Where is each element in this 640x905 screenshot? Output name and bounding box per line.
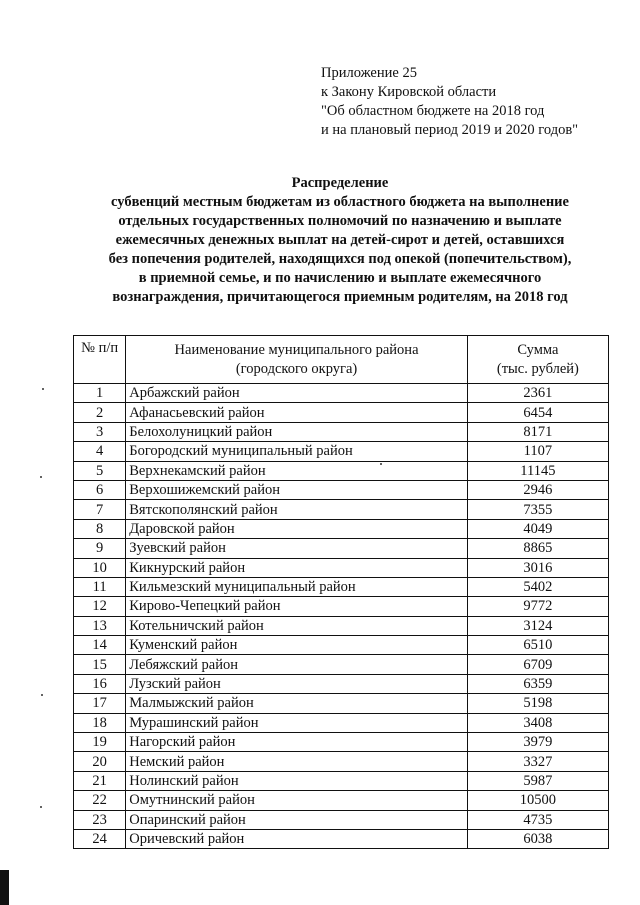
subvention-amount: 3327 bbox=[467, 752, 608, 771]
district-name: Мурашинский район bbox=[126, 713, 468, 732]
table-row bbox=[74, 403, 609, 422]
district-name: Лебяжский район bbox=[126, 655, 468, 674]
scan-margin-mark bbox=[0, 870, 9, 905]
document-heading bbox=[60, 174, 620, 307]
scan-speck bbox=[41, 694, 43, 696]
table-row bbox=[74, 500, 609, 519]
table-row bbox=[74, 480, 609, 499]
subvention-amount: 6454 bbox=[467, 403, 608, 422]
district-name: Кикнурский район bbox=[126, 558, 468, 577]
table-row bbox=[74, 655, 609, 674]
subvention-amount: 8865 bbox=[467, 539, 608, 558]
subvention-amount: 8171 bbox=[467, 422, 608, 441]
district-name: Омутнинский район bbox=[126, 791, 468, 810]
subvention-amount: 11145 bbox=[467, 461, 608, 480]
row-number: 16 bbox=[74, 674, 126, 693]
column-header-num: № п/п bbox=[74, 336, 126, 384]
heading-line: в приемной семье, и по начислению и выплате ежемесячного bbox=[138, 270, 542, 286]
heading-line: вознаграждения, причитающегося приемным родителям, на 2018 год bbox=[112, 289, 568, 305]
row-number: 5 bbox=[74, 461, 126, 480]
appendix-line: и на плановый период 2019 и 2020 годов" bbox=[321, 122, 579, 138]
column-header-name: Наименование муниципального района (городского округа) bbox=[126, 336, 468, 384]
subvention-amount: 3979 bbox=[467, 733, 608, 752]
subvention-amount: 6359 bbox=[467, 674, 608, 693]
table-row bbox=[74, 616, 609, 635]
district-name: Белохолуницкий район bbox=[126, 422, 468, 441]
row-number: 18 bbox=[74, 713, 126, 732]
district-name: Вятскополянский район bbox=[126, 500, 468, 519]
subvention-amount: 4049 bbox=[467, 519, 608, 538]
row-number: 4 bbox=[74, 442, 126, 461]
appendix-line: Приложение 25 bbox=[321, 65, 417, 81]
subvention-amount: 6709 bbox=[467, 655, 608, 674]
table-row bbox=[74, 597, 609, 616]
document-title: Распределение bbox=[291, 175, 389, 191]
table-row bbox=[74, 577, 609, 596]
district-name: Котельничский район bbox=[126, 616, 468, 635]
row-number: 13 bbox=[74, 616, 126, 635]
heading-line: отдельных государственных полномочий по назначению и выплате bbox=[118, 213, 562, 229]
district-name: Кирово-Чепецкий район bbox=[126, 597, 468, 616]
district-name: Зуевский район bbox=[126, 539, 468, 558]
district-name: Арбажский район bbox=[126, 384, 468, 403]
row-number: 19 bbox=[74, 733, 126, 752]
row-number: 21 bbox=[74, 771, 126, 790]
appendix-note bbox=[321, 64, 578, 140]
row-number: 24 bbox=[74, 829, 126, 848]
district-name: Малмыжский район bbox=[126, 694, 468, 713]
subvention-amount: 4735 bbox=[467, 810, 608, 829]
table-row bbox=[74, 461, 609, 480]
table-header-row bbox=[74, 336, 609, 384]
row-number: 10 bbox=[74, 558, 126, 577]
column-header-sum: Сумма (тыс. рублей) bbox=[467, 336, 608, 384]
row-number: 1 bbox=[74, 384, 126, 403]
district-name: Афанасьевский район bbox=[126, 403, 468, 422]
scan-speck bbox=[40, 806, 42, 808]
appendix-line: к Закону Кировской области bbox=[321, 84, 497, 100]
table-row bbox=[74, 674, 609, 693]
heading-line: ежемесячных денежных выплат на детей-сирот и детей, оставшихся bbox=[115, 232, 565, 248]
row-number: 2 bbox=[74, 403, 126, 422]
district-name: Даровской район bbox=[126, 519, 468, 538]
subvention-amount: 3408 bbox=[467, 713, 608, 732]
table-row bbox=[74, 384, 609, 403]
table-row bbox=[74, 519, 609, 538]
district-name: Богородский муниципальный район bbox=[126, 442, 468, 461]
row-number: 23 bbox=[74, 810, 126, 829]
district-name: Нолинский район bbox=[126, 771, 468, 790]
scan-speck bbox=[42, 388, 44, 390]
subvention-amount: 2361 bbox=[467, 384, 608, 403]
row-number: 9 bbox=[74, 539, 126, 558]
district-name: Куменский район bbox=[126, 636, 468, 655]
subvention-amount: 1107 bbox=[467, 442, 608, 461]
subvention-amount: 10500 bbox=[467, 791, 608, 810]
table-row bbox=[74, 791, 609, 810]
subvention-amount: 5402 bbox=[467, 577, 608, 596]
table-row bbox=[74, 539, 609, 558]
row-number: 15 bbox=[74, 655, 126, 674]
district-name: Опаринский район bbox=[126, 810, 468, 829]
table-row bbox=[74, 694, 609, 713]
heading-line: субвенций местным бюджетам из областного бюджета на выполнение bbox=[111, 194, 569, 210]
row-number: 7 bbox=[74, 500, 126, 519]
row-number: 20 bbox=[74, 752, 126, 771]
row-number: 14 bbox=[74, 636, 126, 655]
subvention-table bbox=[73, 335, 609, 849]
row-number: 11 bbox=[74, 577, 126, 596]
table-row bbox=[74, 558, 609, 577]
row-number: 17 bbox=[74, 694, 126, 713]
row-number: 6 bbox=[74, 480, 126, 499]
table-row bbox=[74, 422, 609, 441]
subvention-amount: 7355 bbox=[467, 500, 608, 519]
subvention-amount: 3016 bbox=[467, 558, 608, 577]
appendix-line: "Об областном бюджете на 2018 год bbox=[321, 103, 545, 119]
subvention-amount: 5987 bbox=[467, 771, 608, 790]
table-row bbox=[74, 771, 609, 790]
table-row bbox=[74, 829, 609, 848]
district-name: Кильмезский муниципальный район bbox=[126, 577, 468, 596]
district-name: Верхнекамский район bbox=[126, 461, 468, 480]
table-body bbox=[74, 384, 609, 849]
district-name: Оричевский район bbox=[126, 829, 468, 848]
scan-speck bbox=[380, 463, 382, 465]
heading-line: без попечения родителей, находящихся под опекой (попечительством), bbox=[108, 251, 572, 267]
subvention-amount: 3124 bbox=[467, 616, 608, 635]
row-number: 22 bbox=[74, 791, 126, 810]
subvention-amount: 2946 bbox=[467, 480, 608, 499]
table-row bbox=[74, 752, 609, 771]
table-row bbox=[74, 636, 609, 655]
row-number: 8 bbox=[74, 519, 126, 538]
district-name: Нагорский район bbox=[126, 733, 468, 752]
district-name: Лузский район bbox=[126, 674, 468, 693]
row-number: 12 bbox=[74, 597, 126, 616]
district-name: Немский район bbox=[126, 752, 468, 771]
row-number: 3 bbox=[74, 422, 126, 441]
district-name: Верхошижемский район bbox=[126, 480, 468, 499]
subvention-amount: 6510 bbox=[467, 636, 608, 655]
table-row bbox=[74, 810, 609, 829]
scan-speck bbox=[40, 476, 42, 478]
table-row bbox=[74, 442, 609, 461]
subvention-amount: 9772 bbox=[467, 597, 608, 616]
subvention-amount: 6038 bbox=[467, 829, 608, 848]
table-row bbox=[74, 733, 609, 752]
table-row bbox=[74, 713, 609, 732]
subvention-amount: 5198 bbox=[467, 694, 608, 713]
